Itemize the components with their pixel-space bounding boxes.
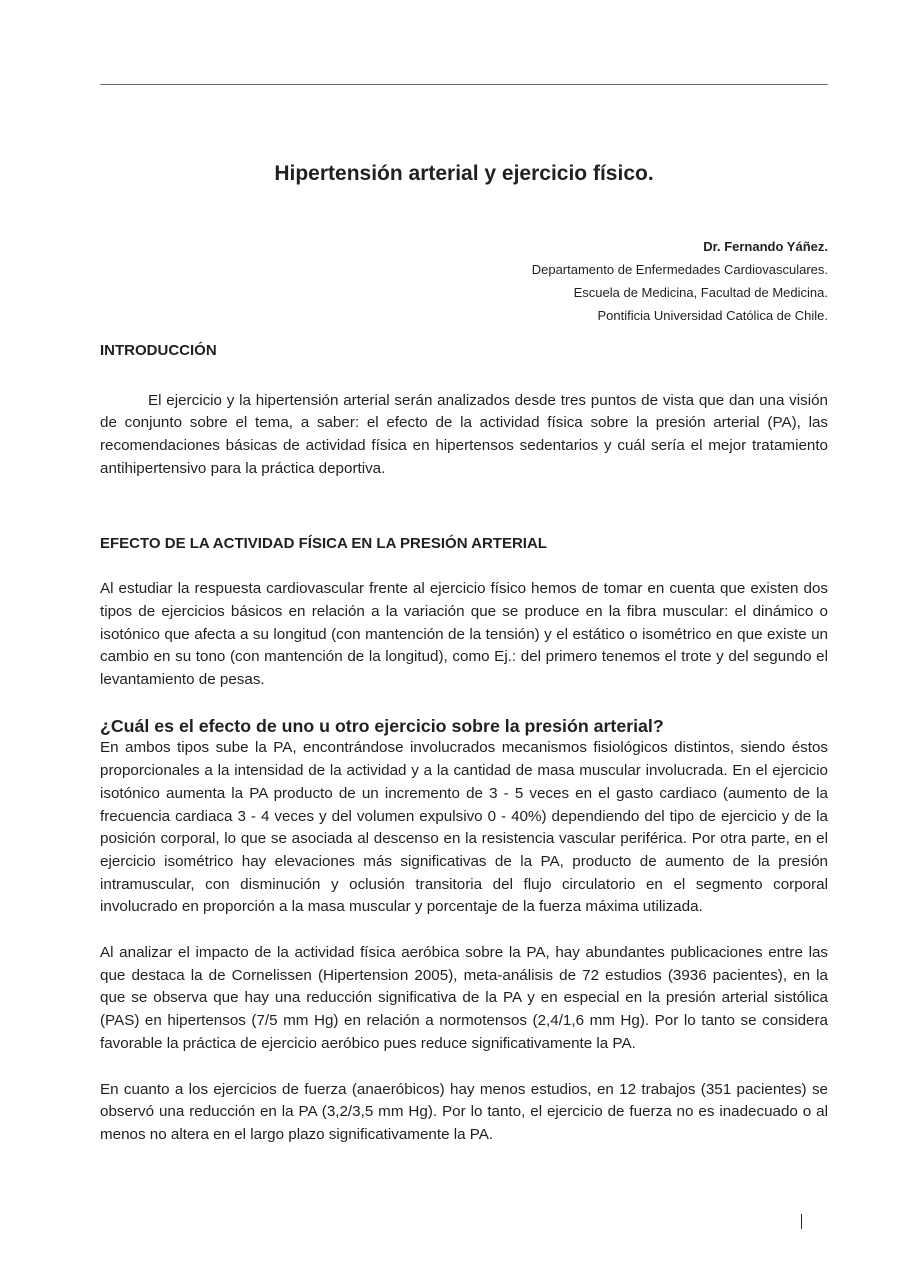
effect-paragraph-4: En cuanto a los ejercicios de fuerza (anaeróbicos) hay menos estudios, en 12 trabajos (351 pacientes) se observó una reducción en la PA (3,2/3,5 mm Hg). Por lo tanto, el ejercicio de fuerza no es inadecuado o al menos no altera en el largo plazo significativamente la PA. [100,1080,828,1143]
question-heading: ¿Cuál es el efecto de uno u otro ejercicio sobre la presión arterial? [100,715,664,736]
author-affiliation-university: Pontificia Universidad Católica de Chile. [597,308,828,323]
page-number-marker [801,1214,802,1229]
effect-paragraph-3: Al analizar el impacto de la actividad física aeróbica sobre la PA, hay abundantes publicaciones entre las que destaca la de Cornelissen (Hipertension 2005), meta-análisis de 72 estudios (3936 pacientes), en la que se observa que hay una reducción significativa de la PA y en especial en la presión arterial sistólica (PAS) en hipertensos (7/5 mm Hg) en relación a normotensos (2,4/1,6 mm Hg). Por lo tanto se considera favorable la práctica de ejercicio aeróbico pues reduce significativamente la PA. [100,944,828,1052]
top-divider [100,84,828,85]
author-name: Dr. Fernando Yáñez. [703,239,828,254]
page-title: Hipertensión arterial y ejercicio físico. [274,162,654,185]
effect-paragraph-1: Al estudiar la respuesta cardiovascular frente al ejercicio físico hemos de tomar en cuenta que existen dos tipos de ejercicios básicos en relación a la variación que se produce en la fibra muscular: el dinámico o isotónico que afecta a su longitud (con mantención de la tensión) y el estático o isométrico en que existe un cambio en su tono (con mantención de la longitud), como Ej.: del primero tenemos el trote y del segundo el levantamiento de pesas. [100,580,828,689]
author-affiliation-department: Departamento de Enfermedades Cardiovasculares. [531,262,828,277]
author-affiliation-school: Escuela de Medicina, Facultad de Medicina. [573,285,828,300]
author-block [532,235,828,327]
effect-paragraph-2: En ambos tipos sube la PA, encontrándose involucrados mecanismos fisiológicos distintos, siendo éstos proporcionales a la intensidad de la actividad y a la cantidad de masa muscular involucrada. En el ejercicio isotónico aumenta la PA producto de un incremento de 3 - 5 veces en el gasto cardiaco (aumento de la frecuencia cardiaca 3 - 4 veces y del volumen expulsivo 0 - 40%) dependiendo del tipo de ejercicio y de la posición corporal, lo que se asociada al descenso en la resistencia vascular periférica. Por otra parte, en el ejercicio isométrico hay elevaciones más significativas de la PA, producto de aumento de la presión intramuscular, con disminución y oclusión transitoria del flujo circulatorio en el segmento corporal involucrado en proporción a la masa muscular y porcentaje de la fuerza máxima utilizada. [100,739,828,916]
intro-paragraph: El ejercicio y la hipertensión arterial serán analizados desde tres puntos de vista que dan una visión de conjunto sobre el tema, a saber: el efecto de la actividad física sobre la presión arterial (PA), las recomendaciones básicas de actividad física en hipertensos sedentarios y cuál sería el mejor tratamiento antihipertensivo para la práctica deportiva. [100,391,828,477]
article-body [100,340,828,1147]
section-heading-introduction: INTRODUCCIÓN [100,342,217,359]
section-heading-effect: EFECTO DE LA ACTIVIDAD FÍSICA EN LA PRESIÓN ARTERIAL [100,534,547,552]
